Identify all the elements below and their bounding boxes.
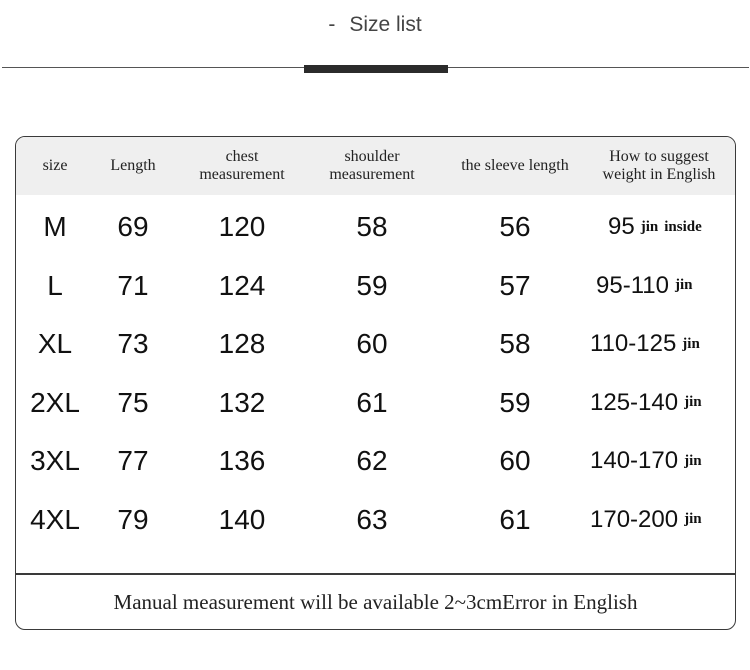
sleeve-cell: 59 [499,386,531,418]
length-cell: 69 [117,211,149,242]
header-accent-bar [304,65,448,73]
length-cell: 79 [117,503,149,535]
column-header-length: Length [110,157,156,174]
column-header-sleeve: the sleeve length [461,157,569,174]
weight-suffix: inside [664,218,702,235]
shoulder-cell: 59 [356,269,388,301]
page-title [0,13,750,37]
chest-cell: 136 [218,445,266,476]
page-header [0,0,750,80]
title-text: Size list [349,13,422,36]
size-cell: 2XL [30,386,80,418]
size-cell: L [47,269,63,301]
chest-cell: 132 [218,386,266,418]
shoulder-cell: 62 [356,445,388,476]
weight-value: 95 [608,213,635,240]
table-row [16,315,735,373]
weight-value: 125-140 [590,388,679,416]
sleeve-cell: 61 [499,503,531,535]
size-table-card [15,136,736,630]
length-cell: 77 [117,445,149,476]
weight-cell [590,432,730,490]
weight-unit: jin [682,335,700,352]
length-cell: 75 [117,386,149,418]
weight-unit: jin [684,511,702,527]
weight-unit: jin [674,277,693,293]
weight-cell [590,374,730,432]
table-row [16,198,735,256]
weight-cell [608,198,736,256]
shoulder-cell: 61 [356,386,388,418]
table-row [16,491,735,549]
weight-cell [596,257,736,315]
chest-cell: 124 [218,269,266,301]
weight-unit: jin [684,394,702,410]
weight-unit: jin [640,218,659,235]
chest-cell: 128 [218,328,266,359]
size-cell: XL [37,328,73,359]
length-cell: 73 [117,328,149,359]
sleeve-cell: 58 [499,328,531,359]
sleeve-cell: 57 [499,269,531,301]
size-cell: 3XL [30,445,80,476]
chest-cell: 120 [218,211,266,242]
shoulder-cell: 63 [356,503,388,535]
title-dash: - [328,13,336,36]
shoulder-cell: 58 [356,211,388,242]
size-cell: 4XL [30,503,80,535]
table-header [16,137,735,195]
size-cell: M [43,211,67,242]
shoulder-cell: 60 [356,328,388,359]
weight-unit: jin [684,452,702,469]
column-header-size: size [42,157,68,174]
column-header-weight: How to suggest weight in English [602,148,716,183]
weight-cell [590,491,730,549]
chest-cell: 140 [218,503,266,535]
sleeve-cell: 60 [499,445,531,476]
weight-value: 110-125 [590,330,677,357]
column-header-shoulder: shoulder measurement [329,148,415,183]
weight-cell [590,315,730,373]
weight-value: 140-170 [590,447,679,474]
table-row [16,374,735,432]
length-cell: 71 [117,269,149,301]
weight-value: 95-110 [596,271,669,299]
weight-value: 170-200 [590,505,679,533]
sleeve-cell: 56 [499,211,531,242]
table-row [16,257,735,315]
table-row [16,432,735,490]
column-header-chest: chest measurement [199,148,285,183]
measurement-note: Manual measurement will be available 2~3cmError in English [113,589,638,614]
